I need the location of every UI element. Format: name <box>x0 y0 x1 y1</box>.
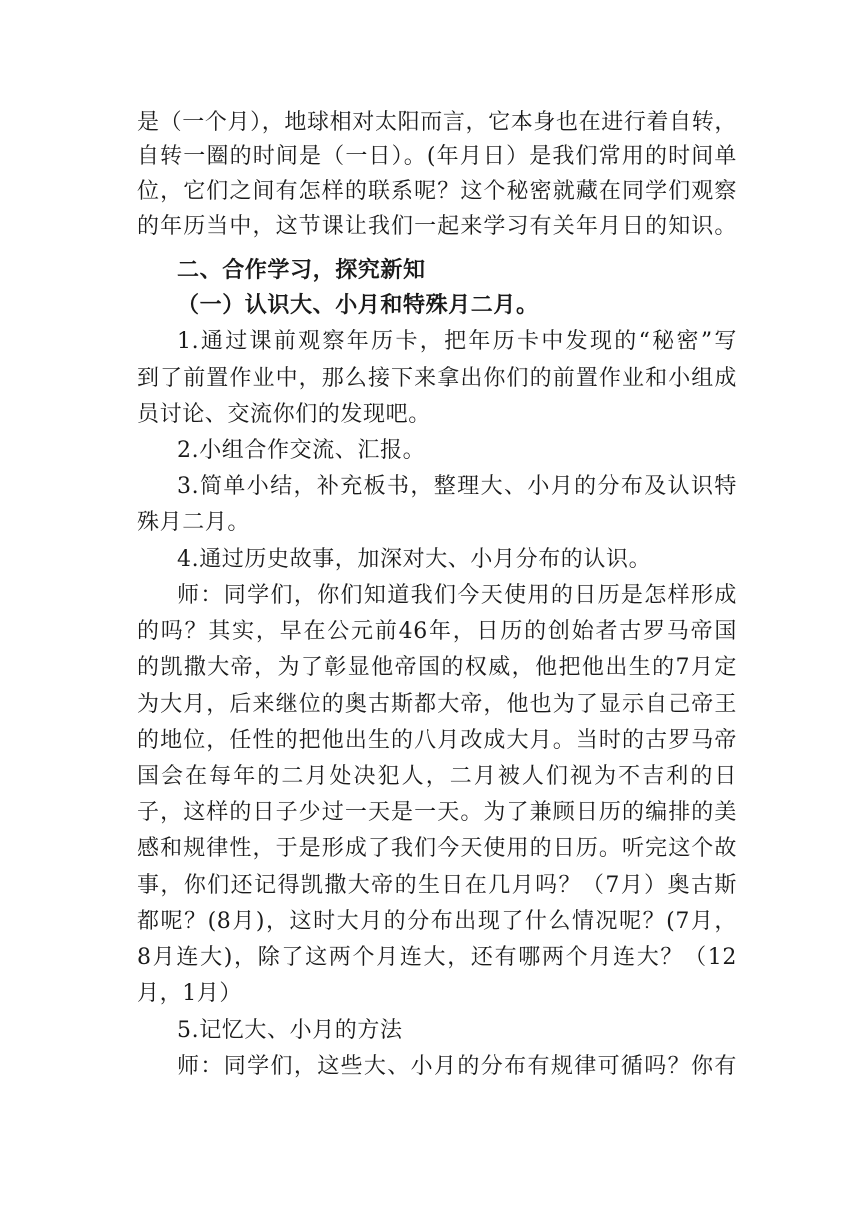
paragraph-line: 师：同学们，你们知道我们今天使用的日历是怎样形成 <box>177 583 737 608</box>
section-heading: 二、合作学习，探究新知 <box>177 257 426 283</box>
paragraph-line: 5.记忆大、小月的方法 <box>177 1018 403 1043</box>
paragraph-line: 的地位，任性的把他出生的八月改成大月。当时的古罗马帝 <box>137 728 737 753</box>
paragraph-line: 感和规律性，于是形成了我们今天使用的日历。听完这个故 <box>137 836 737 861</box>
paragraph-line: 子，这样的日子少过一天是一天。为了兼顾日历的编排的美 <box>137 800 737 825</box>
paragraph-line: 1.通过课前观察年历卡，把年历卡中发现的“秘密”写 <box>177 329 737 354</box>
paragraph-line: 的年历当中，这节课让我们一起来学习有关年月日的知识。 <box>137 214 737 239</box>
subsection-heading: （一）认识大、小月和特殊月二月。 <box>177 292 539 318</box>
paragraph-line: 4.通过历史故事，加深对大、小月分布的认识。 <box>177 547 652 572</box>
paragraph-line: 3.简单小结，补充板书，整理大、小月的分布及认识特 <box>177 474 737 499</box>
paragraph-line: 自转一圈的时间是（一日）。(年月日）是我们常用的时间单 <box>137 144 737 169</box>
paragraph-line: 员讨论、交流你们的发现吧。 <box>137 402 431 427</box>
paragraph-line: 师：同学们，这些大、小月的分布有规律可循吗？你有 <box>177 1054 737 1079</box>
paragraph-line: 8月连大)，除了这两个月连大，还有哪两个月连大？（12 <box>137 945 737 970</box>
paragraph-line: 月，1月） <box>137 981 242 1006</box>
paragraph-line: 位，它们之间有怎样的联系呢？这个秘密就藏在同学们观察 <box>137 179 737 204</box>
paragraph-line: 殊月二月。 <box>137 510 251 535</box>
paragraph-line: 的吗？其实，早在公元前46年，日历的创始者古罗马帝国 <box>137 619 737 644</box>
paragraph-line: 国会在每年的二月处决犯人，二月被人们视为不吉利的日 <box>137 764 737 789</box>
paragraph-line: 为大月，后来继位的奥古斯都大帝，他也为了显示自己帝王 <box>137 692 737 717</box>
paragraph-line: 都呢？(8月)，这时大月的分布出现了什么情况呢？(7月， <box>137 909 737 934</box>
paragraph-line: 2.小组合作交流、汇报。 <box>177 438 426 463</box>
paragraph-line: 是（一个月），地球相对太阳而言，它本身也在进行着自转， <box>137 110 737 135</box>
paragraph-line: 事，你们还记得凯撒大帝的生日在几月吗？（7月）奥古斯 <box>137 873 737 898</box>
paragraph-line: 的凯撒大帝，为了彰显他帝国的权威，他把他出生的7月定 <box>137 655 737 680</box>
paragraph-line: 到了前置作业中，那么接下来拿出你们的前置作业和小组成 <box>137 366 737 391</box>
